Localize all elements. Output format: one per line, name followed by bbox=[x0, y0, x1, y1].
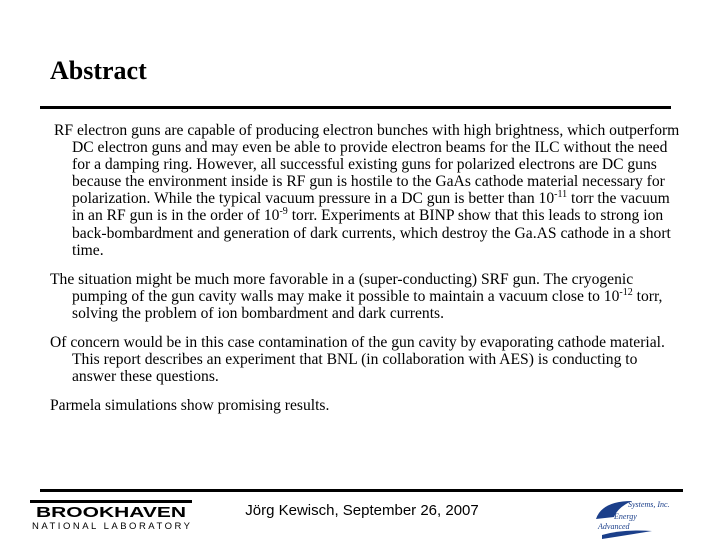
abstract-paragraph: Of concern would be in this case contamination of the gun cavity by evaporating cathode material. This report describes an experiment that BNL (in collaboration with AES) is conducting to answer these questions. bbox=[50, 334, 665, 386]
logo-bar bbox=[30, 500, 192, 503]
paragraph-text: RF electron guns are capable of producing electron bunches with high brightness, which outperform DC electron guns and may even be able to provide electron beams for the ILC without the need for a damping ring. However, all successful existing guns for polarized electrons are DC guns because the environment inside is RF gun is hostile to the GaAs cathode material necessary for polarization. While the typical vacuum pressure in a DC gun is better than 10 bbox=[54, 122, 680, 208]
footer-divider bbox=[40, 489, 683, 492]
abstract-body bbox=[50, 122, 682, 426]
paragraph-text: torr, solving the problem of ion bombardment and dark currents. bbox=[72, 287, 663, 322]
title-divider bbox=[40, 106, 671, 109]
logo-name: BROOKHAVEN bbox=[36, 504, 186, 521]
logo-subtitle: NATIONAL LABORATORY bbox=[32, 521, 190, 532]
paragraph-text: torr. Experiments at BINP show that this leads to strong ion back-bombardment and generation of dark currents, which destroy the Ga.AS cathode in a short time. bbox=[72, 207, 671, 259]
brookhaven-logo bbox=[30, 500, 192, 532]
slide-title: Abstract bbox=[50, 56, 147, 85]
paragraph-text: torr the vacuum in an RF gun is in the order of 10 bbox=[72, 190, 670, 225]
logo-text: Energy bbox=[614, 512, 637, 521]
logo-text: Systems, Inc. bbox=[628, 500, 670, 509]
abstract-paragraph bbox=[50, 122, 682, 259]
logo-swoosh bbox=[602, 531, 652, 540]
paragraph-text: The situation might be much more favorable in a (super-conducting) SRF gun. The cryogenic pumping of the gun cavity walls may make it possible to maintain a vacuum close to 10 bbox=[50, 270, 634, 305]
exponent: -12 bbox=[619, 286, 633, 298]
abstract-paragraph bbox=[50, 271, 682, 322]
exponent: -9 bbox=[279, 206, 288, 218]
footer-author-date: Jörg Kewisch, September 26, 2007 bbox=[245, 502, 479, 519]
logo-text: Advanced bbox=[598, 522, 630, 531]
exponent: -11 bbox=[554, 189, 568, 201]
abstract-paragraph: Parmela simulations show promising results. bbox=[50, 397, 330, 415]
advanced-energy-systems-logo bbox=[592, 495, 688, 539]
